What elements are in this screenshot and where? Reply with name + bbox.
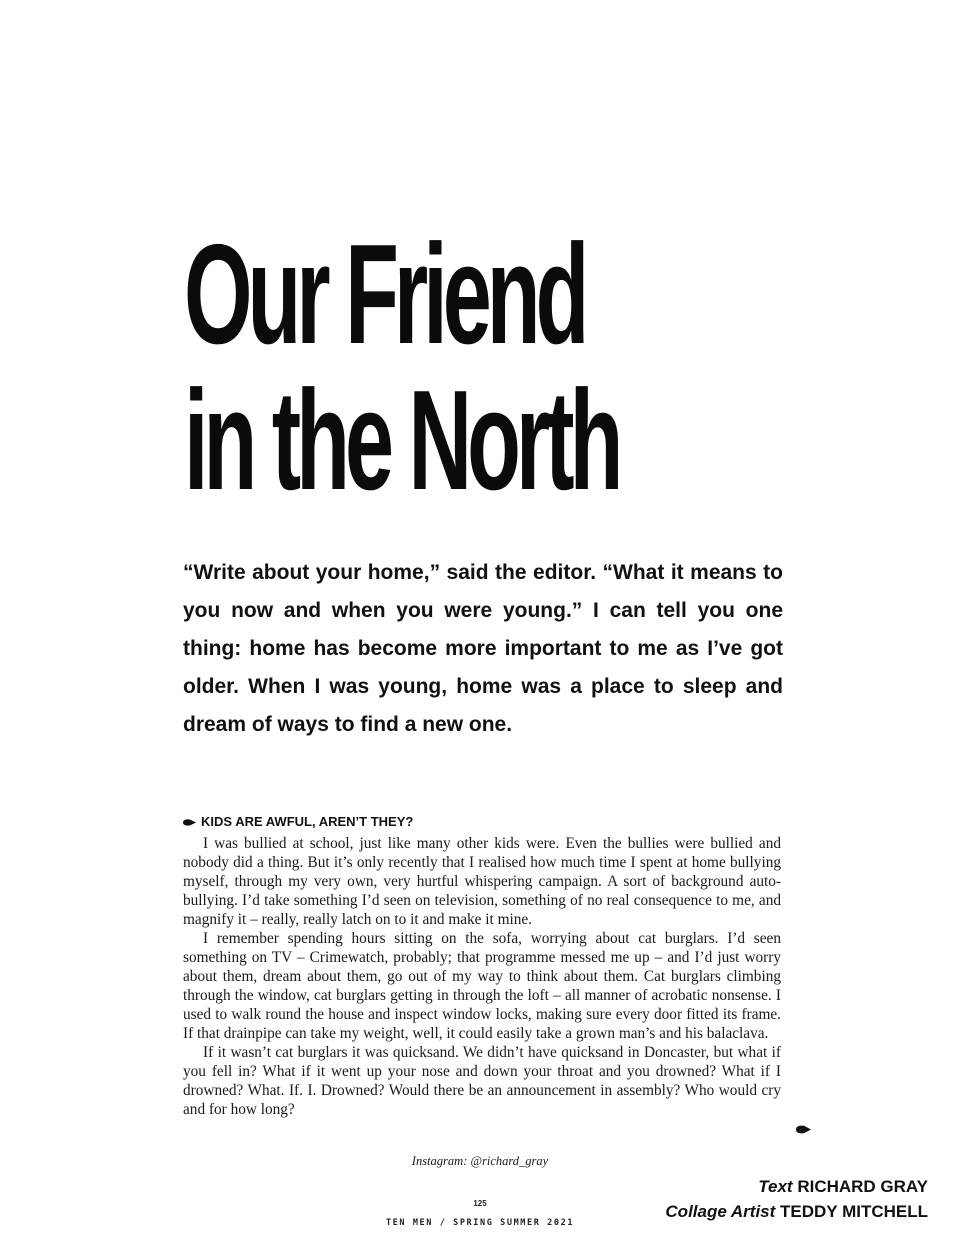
body-paragraph: If it wasn’t cat burglars it was quicksand. We didn’t have quicksand in Doncaster, but what if you fell in? What if it went up your nose and down your throat and you drowned? What if I drowned? What. If. I. Drowned? Would there be an announcement in assembly? Who would cry and for how long? [183,1044,781,1118]
credit-collage-name: TEDDY MITCHELL [780,1202,928,1221]
section-heading [183,810,781,834]
page-number: 125 [473,1199,487,1208]
pointer-icon [183,819,196,826]
article-title [184,215,885,520]
credit-text [648,1174,928,1199]
title-line-2: in the North [184,361,619,520]
credit-collage [648,1199,928,1224]
section-heading-text: KIDS ARE AWFUL, AREN’T THEY? [201,814,414,829]
end-mark-icon [796,1121,811,1130]
article-body [183,810,781,1119]
credits [648,1174,928,1224]
credit-text-name: RICHARD GRAY [797,1177,928,1196]
body-paragraph: I was bullied at school, just like many other kids were. Even the bullies were bullied and nobody did a thing. But it’s only recently that I realised how much time I spent at home bullying myself, through my very own, very hurtful whispering campaign. A sort of background auto-bullying. I’d take something I’d seen on television, something of no real consequence to me, and magnify it – really, really latch on to it and make it mine. [183,835,781,928]
credit-collage-role: Collage Artist [665,1202,776,1221]
body-paragraph: I remember spending hours sitting on the sofa, worrying about cat burglars. I’d seen something on TV – Crimewatch, probably; that programme messed me up – and I’d just worry about them, dream about them, go out of my way to think about them. Cat burglars climbing through the window, cat burglars getting in through the loft – all manner of acrobatic nonsense. I used to walk round the house and inspect window locks, making sure every door fitted its frame. If that drainpipe can take my weight, well, it could easily take a grown man’s and his balaclava. [183,930,781,1042]
magazine-folio: TEN MEN / SPRING SUMMER 2021 [385,1218,575,1228]
standfirst: “Write about your home,” said the editor. “What it means to you now and when you were young.” I can tell you one thing: home has become more important to me as I’ve got older. When I was young, home was a place to sleep and dream of ways to find a new one. [183,561,783,736]
credit-text-role: Text [758,1177,793,1196]
title-line-1: Our Friend [184,215,585,374]
instagram-handle: Instagram: @richard_gray [411,1154,549,1168]
